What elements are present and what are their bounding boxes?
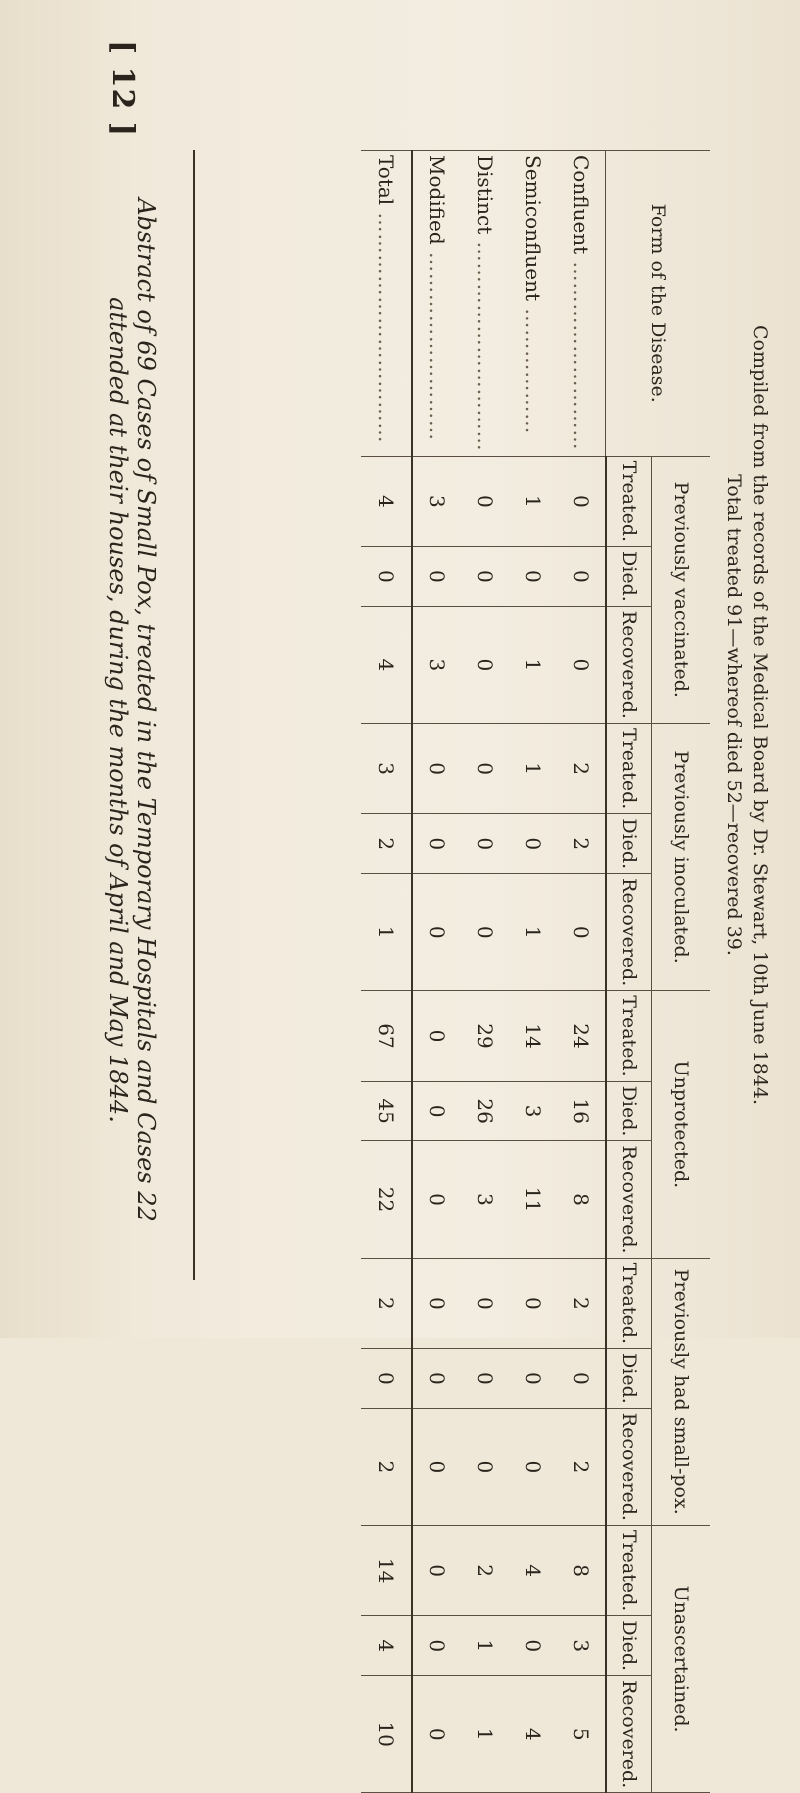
row-label-text: Total [374,155,398,206]
table-title [721,150,772,1280]
title-line-1: Compiled from the records of the Medical Board by Dr. Stewart, 10th June 1844. [749,324,771,1106]
table-cell: 0 [557,874,606,991]
table-cell: 0 [557,1349,606,1409]
table-cell: 1 [509,874,557,991]
table-cell: 0 [557,547,606,607]
died-header: Died. [606,1349,652,1409]
table-cell: 4 [361,606,412,723]
table-cell: 0 [461,547,509,607]
table-cell: 0 [412,723,461,813]
table-row-distinct [461,151,509,1793]
table-cell: 67 [361,991,412,1081]
table-cell: 22 [361,1141,412,1258]
table-cell: 0 [509,1408,557,1525]
table-cell: 1 [461,1676,509,1793]
table-cell: 0 [461,874,509,991]
table-cell: 1 [509,723,557,813]
caption: Abstract of 69 Cases of Small Pox, treated in the Temporary Hospitals and Cases 22 attended at their houses, during the months of April and May 1844. [104,198,160,1222]
table-cell: 0 [412,1141,461,1258]
table-cell: 0 [509,1258,557,1348]
group-header: Unascertained. [652,1525,711,1792]
table-cell: 0 [461,606,509,723]
table-cell: 3 [461,1141,509,1258]
recovered-header: Recovered. [606,606,652,723]
table-cell: 0 [412,1081,461,1141]
leader-dots: ……………………… [569,254,594,451]
table-cell: 1 [461,1616,509,1676]
leader-dots: …………………………… [374,205,398,444]
table-cell: 3 [557,1616,606,1676]
table-cell: 3 [361,723,412,813]
group-header: Unprotected. [652,991,711,1258]
died-header: Died. [606,1081,652,1141]
treated-header: Treated. [606,456,652,546]
table-cell: 0 [412,1408,461,1525]
table-cell: 0 [509,814,557,874]
leader-dots: ……………… [521,301,545,435]
row-label [461,151,509,457]
group-header-row [652,151,711,1793]
table-cell: 2 [361,814,412,874]
treated-header: Treated. [606,1258,652,1348]
bottom-rule [193,150,195,1280]
recovered-header: Recovered. [606,1141,652,1258]
table-cell: 0 [461,814,509,874]
leader-dots: ………………………… [473,234,497,452]
row-label-text: Confluent [569,155,594,255]
table-cell: 29 [461,991,509,1081]
form-header: Form of the Disease. [606,151,710,457]
table-cell: 5 [557,1676,606,1793]
table-cell: 0 [412,1525,461,1615]
table-cell: 2 [557,1408,606,1525]
table-row-confluent [557,151,606,1793]
leader-dots: ……………………… [425,244,449,442]
treated-header: Treated. [606,723,652,813]
table-cell: 0 [509,1616,557,1676]
table-cell: 2 [557,1258,606,1348]
table-cell: 1 [509,606,557,723]
row-label [509,151,557,457]
treated-header: Treated. [606,991,652,1081]
died-header: Died. [606,547,652,607]
table-cell: 2 [557,723,606,813]
table-cell: 0 [412,1349,461,1409]
died-header: Died. [606,1616,652,1676]
table-cell: 0 [412,991,461,1081]
recovered-header: Recovered. [606,874,652,991]
table-cell: 26 [461,1081,509,1141]
table-cell: 0 [509,1349,557,1409]
title-line-2: Total treated 91—whereof died 52—recovered 39. [723,474,746,956]
row-label-text: Semiconfluent [521,155,545,301]
table-cell: 8 [557,1141,606,1258]
row-label-text: Modified [425,155,449,245]
group-header: Previously inoculated. [652,723,711,990]
table-cell: 45 [361,1081,412,1141]
row-label-text: Distinct [473,155,497,235]
died-header: Died. [606,814,652,874]
group-header: Previously had small-pox. [652,1258,711,1525]
group-header: Previously vaccinated. [652,456,711,723]
table-cell: 14 [361,1525,412,1615]
table-cell: 2 [361,1258,412,1348]
table-cell: 8 [557,1525,606,1615]
table-cell: 14 [509,991,557,1081]
table-cell: 0 [509,547,557,607]
treated-header: Treated. [606,1525,652,1615]
table-cell: 0 [412,1616,461,1676]
table-cell: 0 [557,606,606,723]
smallpox-table [361,150,710,1793]
table-cell: 1 [361,874,412,991]
table-cell: 2 [461,1525,509,1615]
table-cell: 3 [509,1081,557,1141]
table-cell: 10 [361,1676,412,1793]
table-cell: 4 [361,456,412,546]
table-cell: 4 [509,1676,557,1793]
table-cell: 0 [361,1349,412,1409]
table-row-semiconfluent [509,151,557,1793]
row-label [557,151,606,457]
table-cell: 0 [461,456,509,546]
table-cell: 0 [412,874,461,991]
table-cell: 3 [412,456,461,546]
table-cell: 0 [412,814,461,874]
table-cell: 11 [509,1141,557,1258]
table-cell: 0 [412,1258,461,1348]
row-label [361,151,412,457]
table-cell: 3 [412,606,461,723]
table-cell: 4 [509,1525,557,1615]
row-label [412,151,461,457]
table-row-total [361,151,412,1793]
table-row-modified [412,151,461,1793]
table-cell: 0 [461,1258,509,1348]
table-cell: 24 [557,991,606,1081]
table-cell: 0 [461,1349,509,1409]
table-cell: 0 [461,1408,509,1525]
table-cell: 1 [509,456,557,546]
recovered-header: Recovered. [606,1676,652,1793]
table-cell: 0 [361,547,412,607]
table-cell: 16 [557,1081,606,1141]
table-cell: 0 [557,456,606,546]
table-cell: 2 [557,814,606,874]
table-cell: 0 [412,547,461,607]
recovered-header: Recovered. [606,1408,652,1525]
table-cell: 4 [361,1616,412,1676]
table-cell: 0 [461,723,509,813]
page-number: [ 12 ] [105,40,140,138]
table-cell: 0 [412,1676,461,1793]
table-cell: 2 [361,1408,412,1525]
